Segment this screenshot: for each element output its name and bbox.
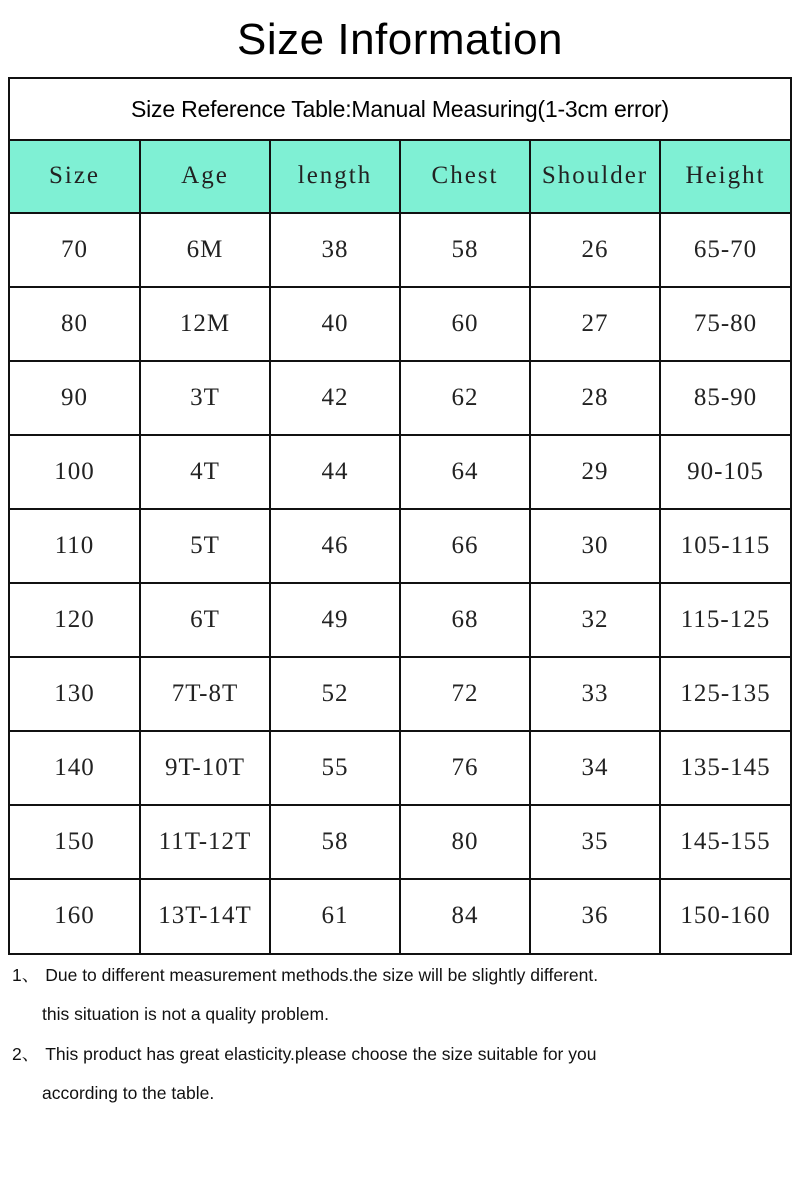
cell-size: 120	[10, 583, 140, 657]
cell-length: 46	[270, 509, 400, 583]
cell-height: 75-80	[660, 287, 790, 361]
column-header-length: length	[270, 141, 400, 213]
table-row	[10, 287, 790, 361]
cell-size: 110	[10, 509, 140, 583]
table-caption: Size Reference Table:Manual Measuring(1-3cm error)	[10, 79, 790, 141]
cell-height: 150-160	[660, 879, 790, 953]
cell-age: 11T-12T	[140, 805, 270, 879]
cell-shoulder: 32	[530, 583, 660, 657]
cell-height: 115-125	[660, 583, 790, 657]
table-header	[10, 141, 790, 213]
cell-length: 55	[270, 731, 400, 805]
column-header-height: Height	[660, 141, 790, 213]
table-row	[10, 509, 790, 583]
cell-length: 44	[270, 435, 400, 509]
column-header-size: Size	[10, 141, 140, 213]
size-table-container	[8, 77, 792, 955]
cell-shoulder: 33	[530, 657, 660, 731]
note-text: this situation is not a quality problem.	[42, 1004, 329, 1025]
cell-chest: 84	[400, 879, 530, 953]
cell-height: 145-155	[660, 805, 790, 879]
cell-chest: 60	[400, 287, 530, 361]
cell-age: 7T-8T	[140, 657, 270, 731]
cell-age: 6T	[140, 583, 270, 657]
table-row	[10, 583, 790, 657]
column-header-chest: Chest	[400, 141, 530, 213]
cell-height: 125-135	[660, 657, 790, 731]
cell-age: 5T	[140, 509, 270, 583]
cell-length: 38	[270, 213, 400, 287]
note-item	[10, 1085, 790, 1103]
table-row	[10, 435, 790, 509]
table-row	[10, 731, 790, 805]
table-body	[10, 213, 790, 953]
note-text: Due to different measurement methods.the size will be slightly different.	[45, 964, 599, 985]
table-row	[10, 879, 790, 953]
cell-height: 90-105	[660, 435, 790, 509]
cell-size: 150	[10, 805, 140, 879]
note-text: according to the table.	[42, 1083, 215, 1104]
cell-chest: 72	[400, 657, 530, 731]
cell-shoulder: 26	[530, 213, 660, 287]
cell-length: 40	[270, 287, 400, 361]
cell-age: 12M	[140, 287, 270, 361]
cell-size: 140	[10, 731, 140, 805]
table-header-row	[10, 141, 790, 213]
table-row	[10, 805, 790, 879]
cell-length: 49	[270, 583, 400, 657]
table-row	[10, 657, 790, 731]
column-header-age: Age	[140, 141, 270, 213]
cell-length: 61	[270, 879, 400, 953]
cell-chest: 62	[400, 361, 530, 435]
column-header-shoulder: Shoulder	[530, 141, 660, 213]
cell-height: 135-145	[660, 731, 790, 805]
cell-shoulder: 36	[530, 879, 660, 953]
page-title: Size Information	[237, 15, 563, 64]
cell-size: 70	[10, 213, 140, 287]
size-reference-table	[10, 79, 790, 953]
table-row	[10, 361, 790, 435]
note-item	[10, 1043, 790, 1064]
cell-height: 65-70	[660, 213, 790, 287]
cell-chest: 66	[400, 509, 530, 583]
cell-age: 9T-10T	[140, 731, 270, 805]
cell-chest: 58	[400, 213, 530, 287]
cell-age: 13T-14T	[140, 879, 270, 953]
cell-chest: 64	[400, 435, 530, 509]
note-item	[10, 1006, 790, 1024]
cell-shoulder: 28	[530, 361, 660, 435]
cell-shoulder: 30	[530, 509, 660, 583]
cell-height: 105-115	[660, 509, 790, 583]
cell-shoulder: 35	[530, 805, 660, 879]
cell-size: 90	[10, 361, 140, 435]
cell-shoulder: 34	[530, 731, 660, 805]
notes-section	[0, 955, 800, 1103]
cell-length: 58	[270, 805, 400, 879]
cell-age: 6M	[140, 213, 270, 287]
cell-age: 4T	[140, 435, 270, 509]
cell-height: 85-90	[660, 361, 790, 435]
cell-size: 160	[10, 879, 140, 953]
cell-chest: 76	[400, 731, 530, 805]
cell-chest: 80	[400, 805, 530, 879]
cell-age: 3T	[140, 361, 270, 435]
cell-chest: 68	[400, 583, 530, 657]
cell-size: 100	[10, 435, 140, 509]
cell-size: 80	[10, 287, 140, 361]
note-item	[10, 964, 790, 985]
cell-shoulder: 27	[530, 287, 660, 361]
cell-size: 130	[10, 657, 140, 731]
note-number: 1、	[12, 964, 40, 985]
note-text: This product has great elasticity.please choose the size suitable for you	[45, 1043, 597, 1064]
note-number: 2、	[12, 1043, 40, 1064]
cell-shoulder: 29	[530, 435, 660, 509]
cell-length: 42	[270, 361, 400, 435]
cell-length: 52	[270, 657, 400, 731]
table-row	[10, 213, 790, 287]
